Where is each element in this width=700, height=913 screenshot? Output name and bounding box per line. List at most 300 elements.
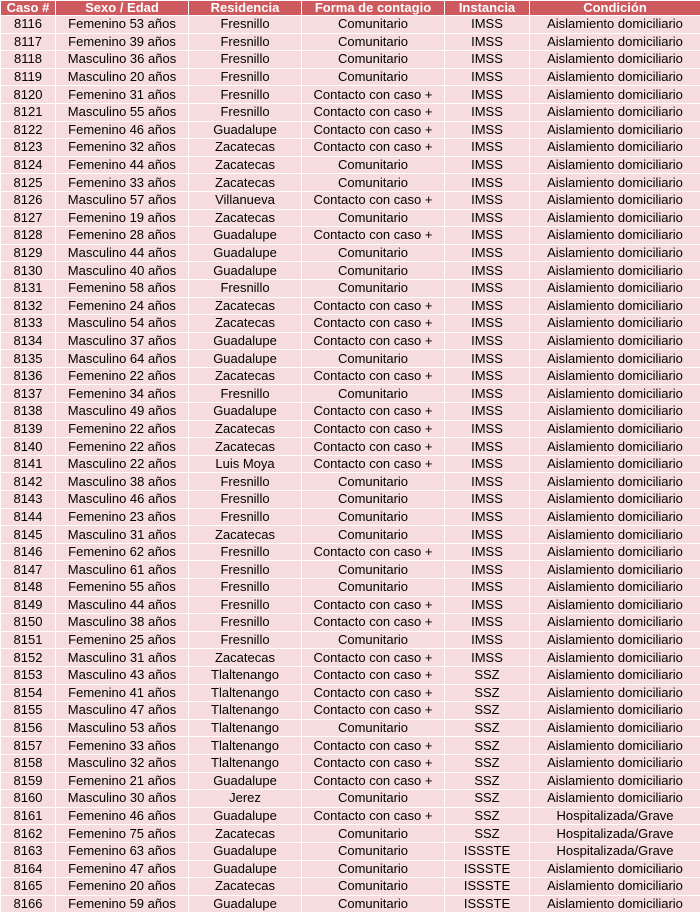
cell-forma-contagio: Contacto con caso + — [302, 666, 445, 684]
header-instancia: Instancia — [445, 1, 530, 16]
cell-condicion: Aislamiento domiciliario — [530, 543, 700, 561]
cell-residencia: Guadalupe — [189, 227, 302, 245]
cell-instancia: SSZ — [445, 666, 530, 684]
cell-condicion: Aislamiento domiciliario — [530, 209, 700, 227]
cell-caso: 8126 — [1, 191, 56, 209]
cell-instancia: IMSS — [445, 68, 530, 86]
cell-forma-contagio: Comunitario — [302, 790, 445, 808]
cell-sexo-edad: Masculino 31 años — [56, 526, 189, 544]
cell-caso: 8155 — [1, 702, 56, 720]
cell-residencia: Guadalupe — [189, 807, 302, 825]
table-row — [1, 156, 700, 174]
cell-sexo-edad: Femenino 47 años — [56, 860, 189, 878]
cell-sexo-edad: Femenino 33 años — [56, 174, 189, 192]
cell-caso: 8148 — [1, 579, 56, 597]
cell-residencia: Fresnillo — [189, 51, 302, 69]
cell-condicion: Aislamiento domiciliario — [530, 297, 700, 315]
cell-residencia: Fresnillo — [189, 631, 302, 649]
header-row — [1, 1, 700, 16]
cell-forma-contagio: Comunitario — [302, 473, 445, 491]
cell-condicion: Aislamiento domiciliario — [530, 139, 700, 157]
cell-caso: 8162 — [1, 825, 56, 843]
cell-forma-contagio: Comunitario — [302, 878, 445, 896]
table-row — [1, 209, 700, 227]
cell-caso: 8122 — [1, 121, 56, 139]
table-row — [1, 825, 700, 843]
cell-sexo-edad: Masculino 47 años — [56, 702, 189, 720]
table-row — [1, 561, 700, 579]
cell-caso: 8134 — [1, 332, 56, 350]
cell-condicion: Aislamiento domiciliario — [530, 473, 700, 491]
cell-instancia: IMSS — [445, 279, 530, 297]
cell-residencia: Fresnillo — [189, 614, 302, 632]
cell-sexo-edad: Masculino 30 años — [56, 790, 189, 808]
cell-sexo-edad: Masculino 44 años — [56, 244, 189, 262]
cell-sexo-edad: Femenino 46 años — [56, 807, 189, 825]
cell-residencia: Tlaltenango — [189, 754, 302, 772]
cell-forma-contagio: Contacto con caso + — [302, 367, 445, 385]
cell-caso: 8121 — [1, 103, 56, 121]
cell-caso: 8141 — [1, 455, 56, 473]
cell-sexo-edad: Masculino 46 años — [56, 491, 189, 509]
cell-forma-contagio: Contacto con caso + — [302, 596, 445, 614]
cell-forma-contagio: Contacto con caso + — [302, 332, 445, 350]
table-row — [1, 807, 700, 825]
cell-instancia: SSZ — [445, 719, 530, 737]
cell-condicion: Aislamiento domiciliario — [530, 614, 700, 632]
cell-forma-contagio: Comunitario — [302, 491, 445, 509]
cell-sexo-edad: Masculino 38 años — [56, 473, 189, 491]
table-row — [1, 684, 700, 702]
cell-forma-contagio: Contacto con caso + — [302, 191, 445, 209]
cell-sexo-edad: Masculino 57 años — [56, 191, 189, 209]
cell-forma-contagio: Comunitario — [302, 719, 445, 737]
table-row — [1, 33, 700, 51]
cell-condicion: Aislamiento domiciliario — [530, 737, 700, 755]
cell-forma-contagio: Contacto con caso + — [302, 86, 445, 104]
cell-caso: 8128 — [1, 227, 56, 245]
cell-sexo-edad: Masculino 31 años — [56, 649, 189, 667]
cell-sexo-edad: Masculino 64 años — [56, 350, 189, 368]
cell-instancia: IMSS — [445, 614, 530, 632]
cell-condicion: Hospitalizada/Grave — [530, 807, 700, 825]
cell-forma-contagio: Contacto con caso + — [302, 403, 445, 421]
cell-condicion: Aislamiento domiciliario — [530, 684, 700, 702]
cell-caso: 8158 — [1, 754, 56, 772]
table-row — [1, 16, 700, 34]
cell-condicion: Aislamiento domiciliario — [530, 103, 700, 121]
cell-condicion: Aislamiento domiciliario — [530, 68, 700, 86]
cell-forma-contagio: Contacto con caso + — [302, 297, 445, 315]
cell-residencia: Zacatecas — [189, 825, 302, 843]
cell-caso: 8147 — [1, 561, 56, 579]
table-row — [1, 719, 700, 737]
cell-sexo-edad: Femenino 75 años — [56, 825, 189, 843]
header-caso: Caso # — [1, 1, 56, 16]
cell-instancia: ISSSTE — [445, 895, 530, 913]
cell-instancia: IMSS — [445, 579, 530, 597]
table-row — [1, 508, 700, 526]
cell-condicion: Aislamiento domiciliario — [530, 526, 700, 544]
cell-sexo-edad: Femenino 41 años — [56, 684, 189, 702]
header-condicion: Condición — [530, 1, 700, 16]
cell-caso: 8146 — [1, 543, 56, 561]
cell-condicion: Aislamiento domiciliario — [530, 895, 700, 913]
table-row — [1, 860, 700, 878]
cell-instancia: IMSS — [445, 508, 530, 526]
cell-caso: 8119 — [1, 68, 56, 86]
cell-instancia: IMSS — [445, 420, 530, 438]
cell-forma-contagio: Comunitario — [302, 385, 445, 403]
cell-residencia: Fresnillo — [189, 491, 302, 509]
cell-residencia: Guadalupe — [189, 895, 302, 913]
cell-condicion: Aislamiento domiciliario — [530, 596, 700, 614]
cell-sexo-edad: Masculino 49 años — [56, 403, 189, 421]
cell-instancia: IMSS — [445, 473, 530, 491]
cell-condicion: Aislamiento domiciliario — [530, 244, 700, 262]
table-row — [1, 491, 700, 509]
cell-instancia: IMSS — [445, 350, 530, 368]
cell-residencia: Guadalupe — [189, 772, 302, 790]
cell-residencia: Zacatecas — [189, 878, 302, 896]
cell-forma-contagio: Contacto con caso + — [302, 649, 445, 667]
cell-residencia: Tlaltenango — [189, 666, 302, 684]
cell-forma-contagio: Contacto con caso + — [302, 772, 445, 790]
cell-instancia: IMSS — [445, 385, 530, 403]
cell-caso: 8153 — [1, 666, 56, 684]
cell-instancia: SSZ — [445, 825, 530, 843]
cell-instancia: ISSSTE — [445, 860, 530, 878]
cell-instancia: IMSS — [445, 596, 530, 614]
cell-residencia: Zacatecas — [189, 649, 302, 667]
table-row — [1, 350, 700, 368]
cell-caso: 8152 — [1, 649, 56, 667]
table-row — [1, 420, 700, 438]
table-row — [1, 614, 700, 632]
cell-condicion: Aislamiento domiciliario — [530, 156, 700, 174]
cell-residencia: Tlaltenango — [189, 719, 302, 737]
cell-sexo-edad: Femenino 63 años — [56, 842, 189, 860]
cell-instancia: IMSS — [445, 403, 530, 421]
cell-forma-contagio: Contacto con caso + — [302, 455, 445, 473]
cell-instancia: IMSS — [445, 649, 530, 667]
cell-caso: 8129 — [1, 244, 56, 262]
cell-caso: 8149 — [1, 596, 56, 614]
table-row — [1, 51, 700, 69]
header-forma-contagio: Forma de contagio — [302, 1, 445, 16]
cell-forma-contagio: Comunitario — [302, 860, 445, 878]
cell-residencia: Zacatecas — [189, 420, 302, 438]
cell-residencia: Tlaltenango — [189, 684, 302, 702]
table-row — [1, 139, 700, 157]
cell-condicion: Aislamiento domiciliario — [530, 772, 700, 790]
cell-caso: 8127 — [1, 209, 56, 227]
cell-caso: 8130 — [1, 262, 56, 280]
cell-sexo-edad: Masculino 20 años — [56, 68, 189, 86]
cell-sexo-edad: Masculino 53 años — [56, 719, 189, 737]
table-row — [1, 68, 700, 86]
cell-caso: 8163 — [1, 842, 56, 860]
cell-forma-contagio: Contacto con caso + — [302, 121, 445, 139]
header-sexo-edad: Sexo / Edad — [56, 1, 189, 16]
cell-sexo-edad: Femenino 22 años — [56, 420, 189, 438]
cell-condicion: Aislamiento domiciliario — [530, 579, 700, 597]
cell-sexo-edad: Femenino 21 años — [56, 772, 189, 790]
cell-instancia: IMSS — [445, 438, 530, 456]
cell-caso: 8144 — [1, 508, 56, 526]
table-row — [1, 191, 700, 209]
cell-caso: 8145 — [1, 526, 56, 544]
cell-residencia: Fresnillo — [189, 279, 302, 297]
cell-forma-contagio: Contacto con caso + — [302, 139, 445, 157]
cell-forma-contagio: Contacto con caso + — [302, 438, 445, 456]
cell-instancia: IMSS — [445, 103, 530, 121]
cell-caso: 8133 — [1, 315, 56, 333]
cell-caso: 8125 — [1, 174, 56, 192]
cell-instancia: IMSS — [445, 156, 530, 174]
table-row — [1, 737, 700, 755]
cell-instancia: IMSS — [445, 33, 530, 51]
cell-condicion: Aislamiento domiciliario — [530, 403, 700, 421]
cell-instancia: IMSS — [445, 297, 530, 315]
cell-instancia: SSZ — [445, 702, 530, 720]
cell-residencia: Fresnillo — [189, 579, 302, 597]
cell-caso: 8124 — [1, 156, 56, 174]
cell-residencia: Zacatecas — [189, 438, 302, 456]
cell-condicion: Hospitalizada/Grave — [530, 825, 700, 843]
cell-instancia: IMSS — [445, 16, 530, 34]
cell-caso: 8117 — [1, 33, 56, 51]
cell-condicion: Aislamiento domiciliario — [530, 315, 700, 333]
cell-residencia: Zacatecas — [189, 209, 302, 227]
cell-sexo-edad: Femenino 62 años — [56, 543, 189, 561]
cell-caso: 8151 — [1, 631, 56, 649]
cell-caso: 8140 — [1, 438, 56, 456]
cell-residencia: Guadalupe — [189, 121, 302, 139]
cell-instancia: IMSS — [445, 121, 530, 139]
table-row — [1, 438, 700, 456]
cell-condicion: Aislamiento domiciliario — [530, 174, 700, 192]
cell-residencia: Zacatecas — [189, 139, 302, 157]
cell-instancia: IMSS — [445, 491, 530, 509]
cell-sexo-edad: Masculino 22 años — [56, 455, 189, 473]
table-row — [1, 790, 700, 808]
cell-caso: 8157 — [1, 737, 56, 755]
cell-forma-contagio: Comunitario — [302, 68, 445, 86]
cell-forma-contagio: Comunitario — [302, 895, 445, 913]
cell-caso: 8150 — [1, 614, 56, 632]
cell-sexo-edad: Femenino 33 años — [56, 737, 189, 755]
cell-caso: 8118 — [1, 51, 56, 69]
table-row — [1, 86, 700, 104]
cell-sexo-edad: Masculino 44 años — [56, 596, 189, 614]
cell-sexo-edad: Femenino 23 años — [56, 508, 189, 526]
cell-caso: 8143 — [1, 491, 56, 509]
table-row — [1, 455, 700, 473]
cell-caso: 8164 — [1, 860, 56, 878]
table-row — [1, 895, 700, 913]
table-row — [1, 596, 700, 614]
cell-condicion: Aislamiento domiciliario — [530, 51, 700, 69]
cell-sexo-edad: Femenino 22 años — [56, 367, 189, 385]
table-row — [1, 702, 700, 720]
cell-instancia: IMSS — [445, 543, 530, 561]
cell-instancia: IMSS — [445, 51, 530, 69]
cell-forma-contagio: Comunitario — [302, 262, 445, 280]
cell-residencia: Fresnillo — [189, 33, 302, 51]
cell-forma-contagio: Comunitario — [302, 842, 445, 860]
cell-forma-contagio: Contacto con caso + — [302, 543, 445, 561]
table-row — [1, 103, 700, 121]
cell-caso: 8131 — [1, 279, 56, 297]
table-row — [1, 526, 700, 544]
cell-condicion: Aislamiento domiciliario — [530, 666, 700, 684]
cell-forma-contagio: Comunitario — [302, 350, 445, 368]
cell-sexo-edad: Femenino 20 años — [56, 878, 189, 896]
cell-residencia: Luis Moya — [189, 455, 302, 473]
table-row — [1, 579, 700, 597]
cell-caso: 8165 — [1, 878, 56, 896]
cell-instancia: IMSS — [445, 332, 530, 350]
cell-condicion: Aislamiento domiciliario — [530, 754, 700, 772]
cell-sexo-edad: Masculino 43 años — [56, 666, 189, 684]
cell-forma-contagio: Contacto con caso + — [302, 807, 445, 825]
cell-instancia: ISSSTE — [445, 878, 530, 896]
cell-residencia: Tlaltenango — [189, 702, 302, 720]
cell-forma-contagio: Comunitario — [302, 156, 445, 174]
cell-residencia: Tlaltenango — [189, 737, 302, 755]
cell-residencia: Zacatecas — [189, 367, 302, 385]
cell-forma-contagio: Contacto con caso + — [302, 420, 445, 438]
cell-sexo-edad: Masculino 54 años — [56, 315, 189, 333]
cell-sexo-edad: Masculino 61 años — [56, 561, 189, 579]
cell-instancia: IMSS — [445, 262, 530, 280]
cell-caso: 8142 — [1, 473, 56, 491]
cell-caso: 8116 — [1, 16, 56, 34]
cell-caso: 8120 — [1, 86, 56, 104]
cell-forma-contagio: Contacto con caso + — [302, 614, 445, 632]
cell-forma-contagio: Comunitario — [302, 825, 445, 843]
cell-residencia: Guadalupe — [189, 842, 302, 860]
cell-condicion: Aislamiento domiciliario — [530, 227, 700, 245]
cell-forma-contagio: Comunitario — [302, 174, 445, 192]
cell-instancia: SSZ — [445, 772, 530, 790]
cell-condicion: Aislamiento domiciliario — [530, 191, 700, 209]
cell-caso: 8154 — [1, 684, 56, 702]
cell-instancia: SSZ — [445, 737, 530, 755]
cell-instancia: IMSS — [445, 455, 530, 473]
cell-instancia: IMSS — [445, 227, 530, 245]
cell-sexo-edad: Femenino 25 años — [56, 631, 189, 649]
cell-condicion: Aislamiento domiciliario — [530, 649, 700, 667]
cell-condicion: Aislamiento domiciliario — [530, 385, 700, 403]
cell-residencia: Zacatecas — [189, 156, 302, 174]
cell-residencia: Guadalupe — [189, 860, 302, 878]
cell-instancia: ISSSTE — [445, 842, 530, 860]
table-header — [1, 1, 700, 16]
cell-sexo-edad: Femenino 55 años — [56, 579, 189, 597]
cell-sexo-edad: Femenino 19 años — [56, 209, 189, 227]
cell-caso: 8166 — [1, 895, 56, 913]
cell-sexo-edad: Femenino 32 años — [56, 139, 189, 157]
cell-residencia: Fresnillo — [189, 561, 302, 579]
cell-sexo-edad: Femenino 39 años — [56, 33, 189, 51]
cell-condicion: Hospitalizada/Grave — [530, 842, 700, 860]
cell-residencia: Zacatecas — [189, 174, 302, 192]
cell-forma-contagio: Comunitario — [302, 526, 445, 544]
cell-instancia: IMSS — [445, 174, 530, 192]
table-row — [1, 174, 700, 192]
table-row — [1, 473, 700, 491]
cell-condicion: Aislamiento domiciliario — [530, 702, 700, 720]
cell-forma-contagio: Comunitario — [302, 51, 445, 69]
cell-residencia: Fresnillo — [189, 596, 302, 614]
cell-instancia: IMSS — [445, 631, 530, 649]
cell-instancia: IMSS — [445, 191, 530, 209]
table-row — [1, 262, 700, 280]
cell-forma-contagio: Contacto con caso + — [302, 702, 445, 720]
cell-residencia: Guadalupe — [189, 332, 302, 350]
cell-sexo-edad: Femenino 22 años — [56, 438, 189, 456]
table-row — [1, 332, 700, 350]
cell-condicion: Aislamiento domiciliario — [530, 121, 700, 139]
cell-sexo-edad: Femenino 59 años — [56, 895, 189, 913]
cell-forma-contagio: Contacto con caso + — [302, 227, 445, 245]
cell-residencia: Fresnillo — [189, 508, 302, 526]
cell-forma-contagio: Contacto con caso + — [302, 754, 445, 772]
cell-condicion: Aislamiento domiciliario — [530, 631, 700, 649]
cell-residencia: Zacatecas — [189, 526, 302, 544]
cell-caso: 8160 — [1, 790, 56, 808]
table-row — [1, 754, 700, 772]
table-row — [1, 367, 700, 385]
cell-condicion: Aislamiento domiciliario — [530, 508, 700, 526]
cell-sexo-edad: Femenino 53 años — [56, 16, 189, 34]
table-row — [1, 631, 700, 649]
cell-forma-contagio: Comunitario — [302, 561, 445, 579]
cell-forma-contagio: Contacto con caso + — [302, 103, 445, 121]
table-body — [1, 16, 700, 913]
cell-condicion: Aislamiento domiciliario — [530, 860, 700, 878]
cell-caso: 8135 — [1, 350, 56, 368]
cell-condicion: Aislamiento domiciliario — [530, 279, 700, 297]
cell-sexo-edad: Femenino 34 años — [56, 385, 189, 403]
cell-instancia: IMSS — [445, 244, 530, 262]
table-row — [1, 403, 700, 421]
cell-sexo-edad: Masculino 55 años — [56, 103, 189, 121]
cell-forma-contagio: Comunitario — [302, 579, 445, 597]
cell-sexo-edad: Masculino 36 años — [56, 51, 189, 69]
cell-sexo-edad: Masculino 38 años — [56, 614, 189, 632]
table-row — [1, 842, 700, 860]
cell-sexo-edad: Masculino 40 años — [56, 262, 189, 280]
cell-sexo-edad: Femenino 28 años — [56, 227, 189, 245]
cell-sexo-edad: Femenino 44 años — [56, 156, 189, 174]
cell-instancia: IMSS — [445, 139, 530, 157]
cell-condicion: Aislamiento domiciliario — [530, 420, 700, 438]
table-row — [1, 649, 700, 667]
cell-residencia: Fresnillo — [189, 543, 302, 561]
cell-caso: 8132 — [1, 297, 56, 315]
cell-forma-contagio: Comunitario — [302, 244, 445, 262]
cell-forma-contagio: Contacto con caso + — [302, 684, 445, 702]
cell-instancia: SSZ — [445, 684, 530, 702]
cell-forma-contagio: Comunitario — [302, 33, 445, 51]
table-row — [1, 244, 700, 262]
cell-sexo-edad: Masculino 32 años — [56, 754, 189, 772]
cell-condicion: Aislamiento domiciliario — [530, 878, 700, 896]
cell-sexo-edad: Femenino 24 años — [56, 297, 189, 315]
